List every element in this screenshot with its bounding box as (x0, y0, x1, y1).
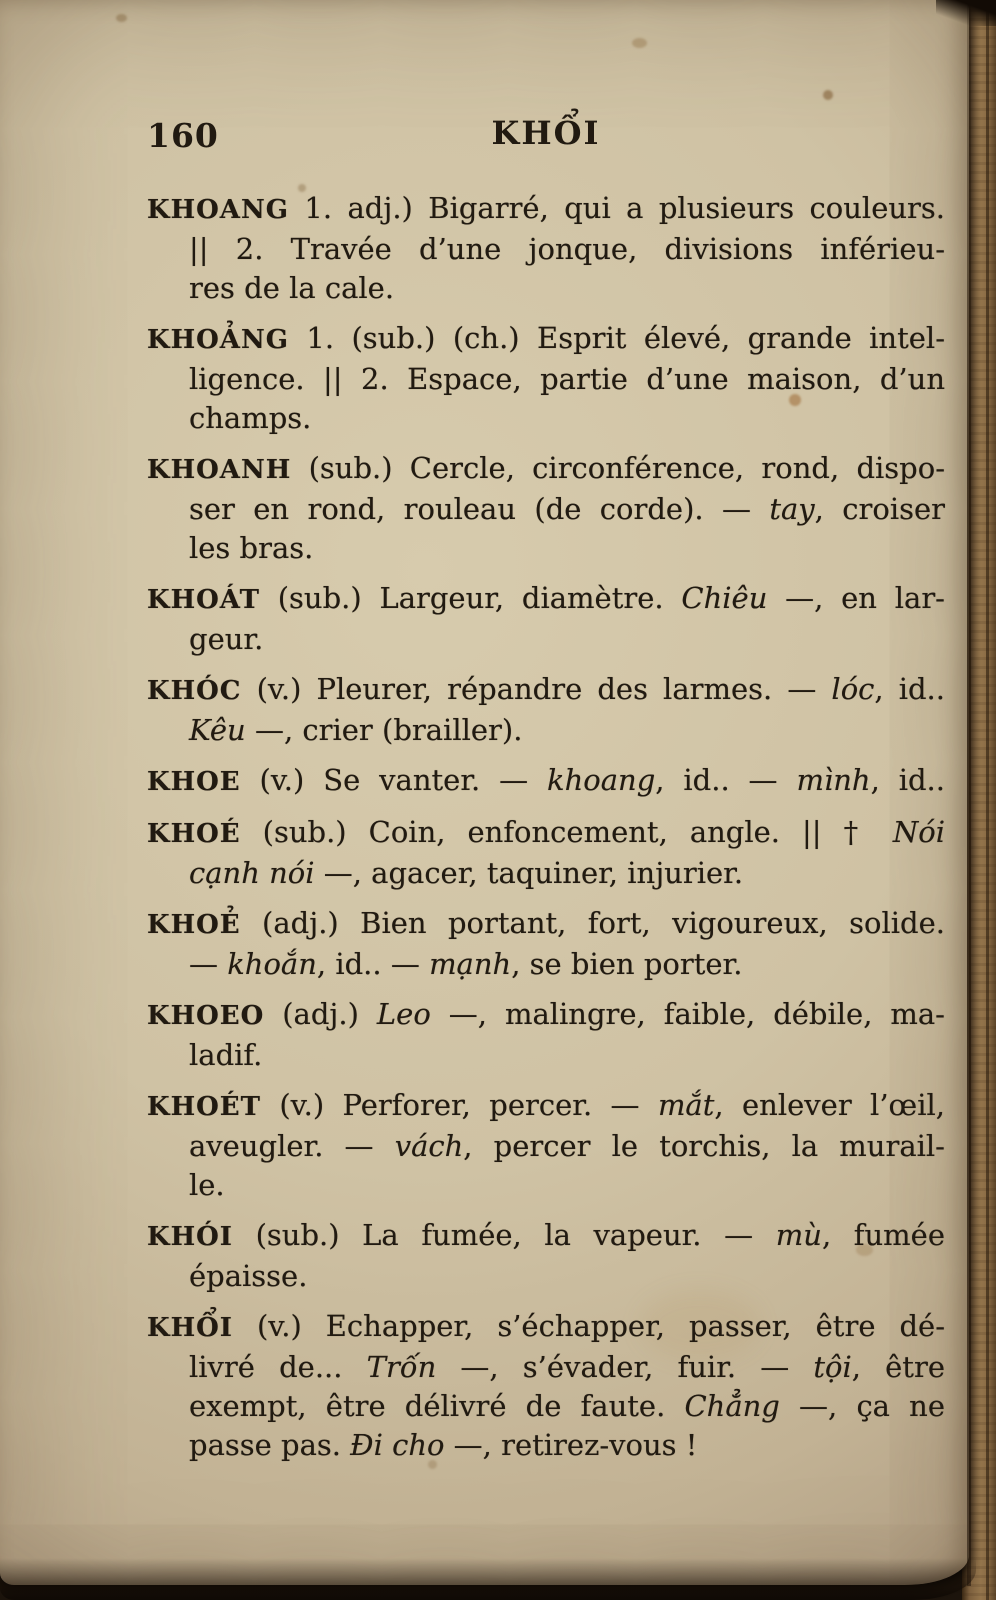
dictionary-entry (147, 813, 945, 893)
headword: KHÓI (147, 1222, 233, 1252)
headword: KHOANH (147, 455, 292, 485)
vietnamese-term: Chiêu (681, 581, 768, 615)
running-head: KHỔI (491, 114, 601, 152)
page-header (147, 112, 945, 160)
text-segment: , se bien porter. (511, 947, 743, 981)
dictionary-entry (147, 189, 945, 308)
entry-line (147, 1166, 945, 1205)
entry-line (147, 529, 945, 568)
text-segment: le. (189, 1168, 225, 1202)
headword: KHOE (147, 767, 241, 797)
page-content (147, 112, 945, 1476)
dictionary-entry (147, 995, 945, 1075)
text-segment: || 2. Travée d’une jonque, divisions inférieu- (189, 232, 945, 266)
text-segment: (v.) Echapper, s’échapper, passer, être dé- (232, 1309, 945, 1343)
vietnamese-term: vách (394, 1129, 464, 1163)
text-segment: les bras. (189, 531, 314, 565)
text-segment: , croiser (814, 492, 945, 526)
vietnamese-term: cạnh nói (189, 856, 315, 890)
vietnamese-term: khoắn (227, 947, 317, 981)
dictionary-entry (147, 761, 945, 802)
text-segment: — (189, 947, 228, 981)
dictionary-entry (147, 1086, 945, 1205)
text-segment: (adj.) (264, 997, 377, 1031)
headword: KHOEO (147, 1001, 265, 1031)
entry-line (147, 904, 945, 945)
vietnamese-term: Kêu (189, 713, 246, 747)
text-segment: (adj.) Bien portant, fort, vigoureux, solide. (240, 906, 945, 940)
entry-line (147, 189, 945, 230)
entry-line (147, 490, 945, 529)
text-segment: (v.) Perforer, percer. — (260, 1088, 658, 1122)
entry-line (147, 1036, 945, 1075)
headword: KHOÁT (147, 585, 260, 615)
vietnamese-term: mù (775, 1218, 822, 1252)
entry-line (147, 1426, 945, 1465)
text-segment: , id.. (874, 672, 945, 706)
page-stain (632, 38, 647, 48)
entry-line (147, 813, 945, 854)
text-segment: , percer le torchis, la murail- (463, 1129, 945, 1163)
headword: KHOẢNG (147, 325, 289, 355)
vietnamese-term: mình (796, 763, 871, 797)
text-segment: , id.. — (316, 947, 430, 981)
dictionary-entry (147, 1307, 945, 1465)
dictionary-entry (147, 319, 945, 438)
vietnamese-term: Đi cho (350, 1428, 445, 1462)
headword: KHOÉ (147, 819, 241, 849)
entry-line (147, 269, 945, 308)
text-segment: 1. adj.) Bigarré, qui a plusieurs couleurs. (288, 191, 945, 225)
vietnamese-term: Chẳng (684, 1389, 780, 1423)
entry-line (147, 230, 945, 269)
text-segment: champs. (189, 401, 312, 435)
text-segment: ladif. (189, 1038, 263, 1072)
entry-line (147, 670, 945, 711)
text-segment: geur. (189, 622, 264, 656)
text-segment: , fumée (821, 1218, 945, 1252)
dictionary-entry (147, 670, 945, 750)
text-segment: —, retirez-vous ! (444, 1428, 698, 1462)
text-segment: —, malingre, faible, débile, ma- (430, 997, 945, 1031)
text-segment: 1. (sub.) (ch.) Esprit élevé, grande intel- (288, 321, 945, 355)
dictionary-entry (147, 449, 945, 568)
entry-line (147, 945, 945, 984)
text-segment: —, s’évader, fuir. — (436, 1350, 814, 1384)
text-segment: , être (851, 1350, 945, 1384)
vietnamese-term: lóc (831, 672, 875, 706)
entry-line (147, 711, 945, 750)
entry-line (147, 1086, 945, 1127)
entry-line (147, 319, 945, 360)
text-segment: (sub.) La fumée, la vapeur. — (232, 1218, 776, 1252)
text-segment: —, en lar- (767, 581, 945, 615)
text-segment: (sub.) Cercle, circonférence, rond, dispo- (291, 451, 945, 485)
entry-line (147, 399, 945, 438)
vietnamese-term: Trốn (366, 1350, 437, 1384)
text-segment: (sub.) Coin, enfoncement, angle. || † (240, 815, 893, 849)
entry-line (147, 1257, 945, 1296)
text-segment: , id.. (870, 763, 945, 797)
text-segment: (v.) Se vanter. — (240, 763, 548, 797)
vietnamese-term: Nói (892, 815, 945, 849)
headword: KHỔI (147, 1313, 233, 1343)
dictionary-entry (147, 1216, 945, 1296)
headword: KHOANG (147, 195, 289, 225)
fore-edge-line (986, 0, 989, 1600)
entry-line (147, 854, 945, 893)
dictionary-entry (147, 904, 945, 984)
text-segment: (v.) Pleurer, répandre des larmes. — (241, 672, 832, 706)
page-number: 160 (147, 116, 219, 155)
entry-line (147, 579, 945, 620)
text-segment: (sub.) Largeur, diamètre. (259, 581, 682, 615)
entry-line (147, 995, 945, 1036)
dictionary-entries (147, 189, 945, 1465)
headword: KHÓC (147, 676, 242, 706)
entry-line (147, 1127, 945, 1166)
entry-line (147, 360, 945, 399)
entry-line (147, 1216, 945, 1257)
bottom-page-shadow (0, 1558, 976, 1600)
text-segment: épaisse. (189, 1259, 308, 1293)
vietnamese-term: mắt (657, 1088, 715, 1122)
entry-line (147, 1348, 945, 1387)
entry-line (147, 1387, 945, 1426)
text-segment: res de la cale. (189, 271, 395, 305)
top-corner-shadow (936, 0, 996, 26)
entry-line (147, 620, 945, 659)
page-stain (823, 90, 833, 100)
entry-line (147, 1307, 945, 1348)
text-segment: aveugler. — (189, 1129, 395, 1163)
text-segment: exempt, être délivré de faute. (189, 1389, 685, 1423)
text-segment: , enlever l’œil, (714, 1088, 945, 1122)
dictionary-entry (147, 579, 945, 659)
vietnamese-term: tay (769, 492, 815, 526)
text-segment: —, crier (brailler). (245, 713, 523, 747)
vietnamese-term: khoang (547, 763, 656, 797)
text-segment: ligence. || 2. Espace, partie d’une maison, d’un (189, 362, 945, 396)
vietnamese-term: tội (813, 1350, 852, 1384)
vietnamese-term: mạnh (429, 947, 512, 981)
text-segment: —, agacer, taquiner, injurier. (314, 856, 744, 890)
headword: KHOÉT (147, 1092, 261, 1122)
text-segment: livré de... (189, 1350, 367, 1384)
vietnamese-term: Leo (376, 997, 431, 1031)
text-segment: passe pas. (189, 1428, 351, 1462)
text-segment: ser en rond, rouleau (de corde). — (189, 492, 770, 526)
entry-line (147, 449, 945, 490)
page-edge-crease (967, 0, 971, 1586)
page-stain (116, 14, 127, 22)
headword: KHOẺ (147, 910, 241, 940)
text-segment: —, ça ne (779, 1389, 945, 1423)
text-segment: , id.. — (655, 763, 797, 797)
entry-line (147, 761, 945, 802)
